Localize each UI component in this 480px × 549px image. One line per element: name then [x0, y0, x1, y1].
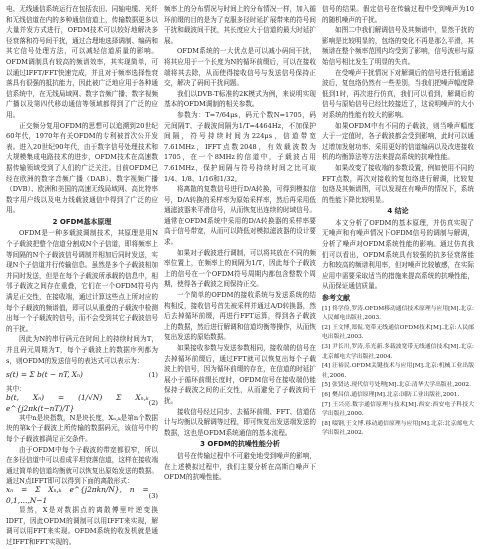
column-2 — [164, 4, 316, 547]
paragraph: OFDM是一种多载波调制技术，其原理是用N个子载波把整个信道分割成N个子信道，即将频率上等间隔的N个子载波信号调制并相加后同时发送，实现N个子信道并行传输信息。虽然是多个子载波相加并同时发送，但是在每个子载波所承载的信息中，相邻子载波之间存在重叠，它们在一个OFDM符号内满足正交性，在接收端，通过计算这些点上所对应的每个子载波的频谱值，即可以从重叠的子载波中检测出每一个子载波的信号，而不会受到其它子载波信号的干扰。 — [6, 229, 158, 333]
reference-item: [1] 佟学俭,罗涛.OFDM移动通信技术原理与应用[M].北京:人民邮电出版社,2003. — [322, 305, 474, 322]
paragraph: OFDM系统的一大优点是可以减小码间干扰，将其应用于一个长度为N的循环前缀后，可以在接收端将其去除，从而使得接收信号与发送信号保持正交，解决了码间干扰问题。 — [164, 47, 316, 88]
paragraph: 信号在传输过程中不可避免地受到噪声的影响，在上述模拟过程中，我们主要分析在高斯白噪声下OFDM的抗噪性能。 — [164, 451, 316, 482]
reference-item: [5] 张贤达.现代信号处理[M].北京:清华大学出版社,2002. — [322, 382, 471, 389]
paragraph: 参数为：T=7/64μs，码元个数N=1705，码元间隔T、子载波间隔为1/T=4464Hz，不加保护间隔，符号持续时间为224μs，信道带宽7.61MHz，IFFT点数2048，有效载波数为1705，在一个8MHz的信道中，子载波占用7.61MHz，保护间隔与符号持续时间之比可取1/4、1/8、1/16和1/32。 — [164, 110, 316, 183]
paragraph: 如图二中我们解调信号及其频谱中，显然干扰的影响是比较明显的，包络的变化不再是那么平滑，其频谱在整个频率范围内均受到了影响，信号波形与原始信号相比发生了明显的失真。 — [322, 26, 474, 66]
equation-body: s(t) = Σ b(t − nT, Xₙ) — [6, 369, 83, 379]
column-3 — [322, 4, 474, 547]
reference-item: [2] 王文博,郑侃.宽带无线通信OFDM技术[M].北京:人民邮电出版社,2003. — [322, 324, 474, 341]
paragraph: 其中n是块指数，N是块长度，Xₙ,ₖ是第n个数据块的第k个子载波上所传输的数据码元，该信号中的每个子载波都满足正交条件。 — [6, 413, 158, 443]
section-heading: 2 OFDM基本原理 — [52, 217, 112, 226]
section-heading: 4 结论 — [387, 207, 409, 216]
paragraph: 信号的结果。假定信号在传输过程中受到噪声为10的随机噪声的干扰。 — [322, 5, 474, 24]
paragraph: 电、无线通信系统运行在包括农田、同轴电缆、光纤和无线信道在内的多种通信信道上，传输数据更多以大量并发方式进行，OFDM技术可以较好地解决多径衰落和符号间干扰，通过合理地选择调制、编码和其它信号处理方法，可以减轻信道质量的影响。OFDM调制具有较高的频谱效率，其实现简单，可以通过IFFT/FFT快速完成，并且对于频率选择性衰落具有很强的抵抗能力，因此被广泛地应用于各种通信系统中，在无线局域网、数字音频广播、数字视频广播以及第四代移动通信等领域都得到了广泛的应用。 — [6, 5, 158, 119]
equation-number: (3) — [148, 491, 158, 500]
reference-item: [6] 樊昌信.通信原理[M].北京:国防工业出版社,2001. — [322, 391, 460, 398]
paragraph: 将离散的复数信号进行D/A转换，可得到模拟信号，D/A转换的采样率为原始采样率，然后再采用低通滤波器来平滑信号，从而恢复出连续的时域信号。通常在OFDM系统中采用的D/A转换器的采样率要高于信号带宽，从而可以降低对模拟滤波器的设计要求。 — [164, 185, 316, 247]
references-heading: 参考文献 — [322, 294, 350, 303]
paragraph: 一个简单的OFDM的接收系统与发送系统的结构相反，接收信号首先被采样并通过A/D转换器，然后去掉循环前缀，再进行FFT运算，得到各子载波上的数据，然后进行解调和信道均衡等操作，从而恢复出发送的原始数据。 — [164, 291, 316, 342]
paragraph: 在受噪声干扰情况下对解调后的信号进行低通滤波后，复包络仍然有一些差别，当我们把噪声幅度降低到1时，再次进行仿真，我们可以看到，解调后的信号与原始信号已经比较接近了，这说明噪声的大小对系统的性能有较大的影响。 — [322, 68, 474, 119]
paragraph: 由于OFDM中每个子载波的带宽都很窄，所以在多径信道中可以看成平坦衰落信道，这样在接收端通过简单的信道均衡就可以恢复出原始发送的数据。通过N点IFFT即可以得到下面的离散形式： — [6, 445, 158, 486]
equation-2 — [6, 393, 158, 413]
paragraph: 我们以DVB-T标准的2K模式为例，来说明实现基本的OFDM调制的相关参数。 — [164, 89, 316, 109]
paragraph: 如果OFDM中有不同的子载波，则当噪声幅度大于一定值时，各子载波都会受到影响，此时可以通过增加发射功率、采用更好的信道编码以及改进接收机的均衡算法等方法来提高系统的抗噪性能。 — [322, 121, 474, 162]
equation-number: (1) — [148, 370, 158, 379]
paragraph: 如果接收参数与发送参数相同，接收端的信号在去掉循环前缀后，通过FFT就可以恢复出每个子载波上的信号，因为循环前缀的存在，在信道的时延扩展小于循环前缀长度时，OFDM信号在接收端仍能保持子载波之间的正交性，从而避免了子载波间干扰。 — [164, 344, 316, 405]
section-heading: 3 OFDM的抗噪性能分析 — [200, 440, 280, 449]
paragraph: 频率上的分布情况与时间上的分布情况一样，加入循环前缀的目的是为了克服多径时延扩展带来的符号间干扰和载波间干扰，其长度应大于信道的最大时延扩展。 — [164, 5, 316, 45]
paragraph: 本文分析了OFDM的基本原理，并仿真实现了无噪声和有噪声情况下OFDM信号的调制与解调，分析了噪声对OFDM系统性能的影响。通过仿真我们可以看出，OFDM系统具有较强的抗多径衰落能力和较高的频谱利用率，但对噪声比较敏感，在实际应用中需要采取适当的措施来提高系统的抗噪性能，从而保证通信质量。 — [322, 218, 474, 291]
equation-number: (2) — [148, 399, 158, 408]
paragraph: 接收信号经过同步、去循环前缀、FFT、信道估计与均衡以及解调等过程，即可恢复出发送端发送的数据，这也是OFDM系统通信的基本流程。 — [164, 407, 316, 437]
three-column-body — [6, 4, 474, 547]
reference-item: [4] 汪裕民.OFDM关键技术与应用[M].北京:机械工业出版社,2006. — [322, 363, 474, 379]
reference-item: [8] 啜钢,王文博.移动通信原理与应用[M].北京:北京邮电大学出版社,2002. — [322, 420, 474, 437]
column-1 — [6, 4, 158, 547]
equation-body: xₙ = Σ Xₙ,ₖ e^{j2πkn/N}, n = 0,1,…,N−1 — [6, 485, 149, 505]
paragraph: 正交频分复用OFDM的思想可以追溯到20世纪60年代，1970年有关OFDM的专利被首次公开发表。进入20世纪90年代，由于数字信号处理技术和大规模集成电路技术的进步，OFDM技术在高速数据传输领域受到了人们的广泛关注。目前OFDM已经在欧洲的数字音频广播（DAB）、数字视频广播（DVB）、欧洲和美国的高速无线局域网、高比特率数字用户线以及电力线载波通信中得到了广泛的应用。 — [6, 121, 158, 215]
equation-1 — [6, 367, 158, 383]
paragraph: 如果改变了接收端的参数设置，例如使用不同的FFT点数，再次对接收的复包络进行解调，比较复包络及其频谱图，可以发现在有噪声的情况下，系统的性能下降比较明显。 — [322, 163, 474, 204]
paragraph: 其中： — [6, 385, 26, 394]
paragraph: 因此为N的串行码元在时间上的持续时间为T，并且码元周期为T，每个子载波上的数据序列都为s，则OFDM的发送信号的表达式可以表示为： — [6, 335, 158, 365]
equation-3 — [6, 485, 158, 505]
reference-item: [3] 尹长川,罗涛,乐光新.多载波宽带无线通信技术[M].北京:北京邮电大学出版社,2004. — [322, 344, 474, 360]
equation-body: b(t, Xₙ) = (1/√N) Σ Xₙ,ₖ e^{j2πk(t−nT)/T} — [6, 393, 149, 413]
reference-item: [7] 王兴亮.数字通信原理与技术[M].西安:西安电子科技大学出版社,2000. — [322, 401, 474, 418]
paragraph: 显然，X是对数据点的离散傅里叶逆变换IDFT，因此OFDM的调制可以用IFFT来实现，解调可以用FFT来实现。OFDM系统的收发机就是通过IFFT和FFT实现的。 — [6, 505, 158, 546]
paragraph: 如果对子载波进行调制，可以将其放在不同的频率位置上，在频率上的间隔为1/T，因此每个子载波上的信号在一个OFDM符号周期内都包含整数个周期，使得各子载波之间保持正交。 — [164, 248, 316, 289]
